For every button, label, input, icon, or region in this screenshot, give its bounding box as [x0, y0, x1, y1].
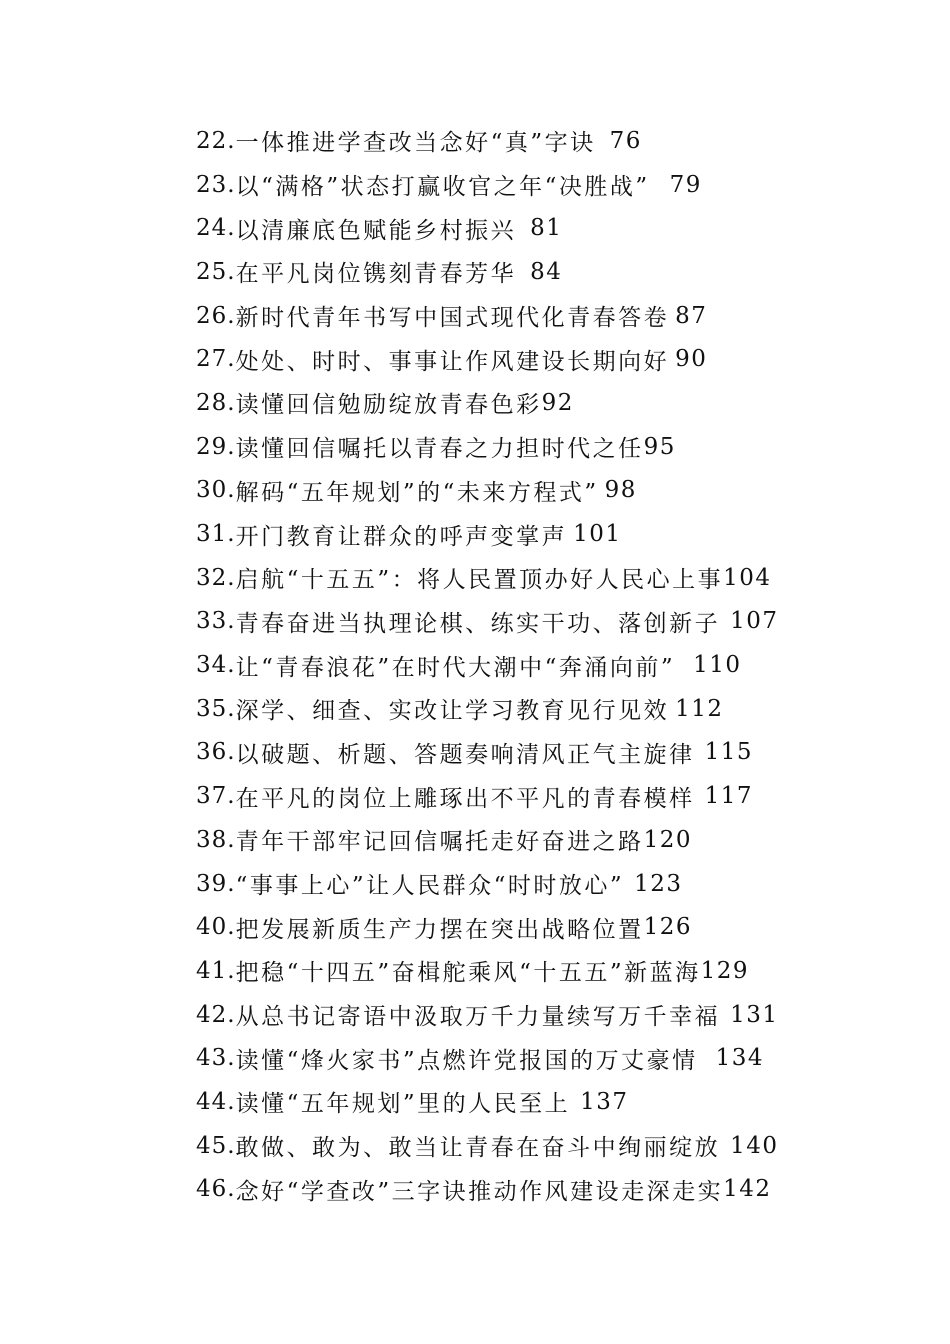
toc-entry-number: 41. — [196, 957, 236, 984]
toc-entry-page-number: 90 — [675, 346, 708, 373]
toc-entry-page-number: 107 — [730, 608, 779, 635]
toc-entry[interactable] — [196, 119, 796, 163]
toc-entry-number: 25. — [196, 258, 236, 285]
toc-entry-number: 24. — [196, 215, 236, 242]
toc-entry-number: 45. — [196, 1132, 236, 1159]
toc-entry-page-number: 117 — [704, 783, 753, 810]
toc-entry[interactable] — [196, 1124, 796, 1168]
toc-entry-number: 34. — [196, 652, 236, 679]
toc-entry-page-number: 129 — [700, 957, 750, 984]
toc-entry[interactable] — [196, 905, 796, 949]
toc-entry-number: 26. — [196, 302, 236, 329]
toc-entry-title: 从总书记寄语中汲取万千力量续写万千幸福 — [235, 1004, 721, 1031]
toc-entry-title: 把稳“十四五”奋楫舵乘风“十五五”新蓝海 — [235, 960, 701, 987]
toc-entry-number: 39. — [196, 870, 236, 897]
toc-entry[interactable] — [196, 1080, 796, 1124]
toc-entry[interactable] — [196, 381, 796, 425]
toc-entry-page-number: 110 — [693, 652, 742, 679]
toc-entry[interactable] — [196, 862, 796, 906]
toc-entry[interactable] — [196, 163, 796, 207]
toc-entry-number: 31. — [196, 521, 236, 548]
toc-entry-title: 解码“五年规划”的“未来方程式” — [235, 479, 599, 506]
toc-entry-title: 一体推进学查改当念好“真”字诀 — [235, 130, 596, 157]
toc-entry[interactable] — [196, 556, 796, 600]
toc-entry[interactable] — [196, 818, 796, 862]
toc-entry-number: 46. — [196, 1176, 236, 1203]
toc-entry-title: 读懂回信勉励绽放青春色彩 — [235, 392, 542, 419]
toc-entry-title: 敢做、敢为、敢当让青春在奋斗中绚丽绽放 — [235, 1135, 721, 1162]
toc-entry[interactable] — [196, 425, 796, 469]
toc-entry-title: “事事上心”让人民群众“时时放心” — [235, 873, 625, 900]
toc-entry-page-number: 112 — [675, 695, 724, 722]
toc-entry-page-number: 84 — [530, 258, 563, 285]
toc-entry-number: 23. — [196, 171, 236, 198]
toc-entry-page-number: 137 — [580, 1088, 629, 1115]
toc-entry[interactable] — [196, 294, 796, 338]
toc-entry[interactable] — [196, 731, 796, 775]
toc-entry-title: 在平凡岗位镌刻青春芳华 — [235, 261, 517, 288]
toc-entry[interactable] — [196, 337, 796, 381]
toc-entry-title: 读懂“烽火家书”点燃许党报国的万丈豪情 — [235, 1047, 698, 1074]
toc-entry-number: 36. — [196, 739, 236, 766]
toc-entry-number: 30. — [196, 477, 236, 504]
toc-entry-title: 让“青春浪花”在时代大潮中“奔涌向前” — [235, 654, 676, 681]
toc-entry-page-number: 131 — [730, 1001, 779, 1028]
toc-entry-page-number: 134 — [715, 1045, 765, 1072]
toc-entry[interactable] — [196, 643, 796, 687]
toc-entry-title: 新时代青年书写中国式现代化青春答卷 — [235, 305, 670, 332]
toc-entry-title: 开门教育让群众的呼声变掌声 — [235, 523, 568, 550]
toc-entry[interactable] — [196, 774, 796, 818]
toc-entry-number: 37. — [196, 783, 236, 810]
toc-entry[interactable] — [196, 1036, 796, 1080]
toc-entry-number: 35. — [196, 695, 236, 722]
toc-entry-number: 40. — [196, 914, 236, 941]
toc-entry-page-number: 81 — [530, 215, 563, 242]
toc-entry-page-number: 104 — [723, 564, 772, 591]
toc-entry-page-number: 87 — [675, 302, 708, 329]
toc-entry-number: 42. — [196, 1001, 236, 1028]
toc-entry-number: 33. — [196, 608, 236, 635]
toc-entry[interactable] — [196, 206, 796, 250]
toc-entry-title: 把发展新质生产力摆在突出战略位置 — [235, 916, 644, 943]
toc-entry-number: 43. — [196, 1045, 236, 1072]
toc-entry[interactable] — [196, 512, 796, 556]
toc-entry[interactable] — [196, 687, 796, 731]
toc-entry-number: 38. — [196, 826, 236, 853]
toc-entry-number: 32. — [196, 564, 236, 591]
toc-entry[interactable] — [196, 600, 796, 644]
table-of-contents — [196, 119, 796, 1211]
toc-entry-title: 青年干部牢记回信嘱托走好奋进之路 — [235, 829, 644, 856]
toc-entry[interactable] — [196, 949, 796, 993]
toc-entry-title: 启航“十五五”：将人民置顶办好人民心上事 — [235, 567, 724, 594]
toc-entry-title: 以破题、析题、答题奏响清风正气主旋律 — [235, 741, 695, 768]
toc-entry-number: 22. — [196, 127, 236, 154]
toc-entry-title: 深学、细查、实改让学习教育见行见效 — [235, 698, 670, 725]
toc-entry-page-number: 115 — [704, 739, 753, 766]
toc-entry[interactable] — [196, 1168, 796, 1212]
toc-entry-title: 处处、时时、事事让作风建设长期向好 — [235, 348, 670, 375]
toc-entry-page-number: 142 — [723, 1176, 772, 1203]
toc-entry-title: 读懂“五年规划”里的人民至上 — [235, 1091, 571, 1118]
toc-entry[interactable] — [196, 250, 796, 294]
toc-entry-page-number: 101 — [573, 521, 622, 548]
toc-entry-title: 以清廉底色赋能乡村振兴 — [235, 217, 517, 244]
toc-entry-page-number: 123 — [634, 870, 683, 897]
toc-entry[interactable] — [196, 993, 796, 1037]
toc-entry-page-number: 79 — [669, 171, 702, 198]
toc-entry-page-number: 92 — [541, 389, 574, 416]
toc-entry-number: 28. — [196, 389, 236, 416]
toc-entry-page-number: 126 — [643, 914, 692, 941]
toc-entry-number: 29. — [196, 433, 236, 460]
toc-entry-page-number: 76 — [609, 127, 642, 154]
toc-entry-page-number: 95 — [643, 433, 676, 460]
toc-entry-title: 青春奋进当执理论棋、练实干功、落创新子 — [235, 610, 721, 637]
toc-entry-page-number: 120 — [643, 826, 692, 853]
toc-entry-page-number: 98 — [604, 477, 637, 504]
toc-entry-title: 念好“学查改”三字诀推动作风建设走深走实 — [235, 1178, 724, 1205]
toc-entry-title: 在平凡的岗位上雕琢出不平凡的青春模样 — [235, 785, 695, 812]
toc-entry-page-number: 140 — [730, 1132, 779, 1159]
toc-entry-title: 以“满格”状态打赢收官之年“决胜战” — [235, 174, 650, 201]
toc-entry-number: 44. — [196, 1088, 236, 1115]
toc-entry[interactable] — [196, 469, 796, 513]
toc-entry-title: 读懂回信嘱托以青春之力担时代之任 — [235, 436, 644, 463]
toc-entry-number: 27. — [196, 346, 236, 373]
